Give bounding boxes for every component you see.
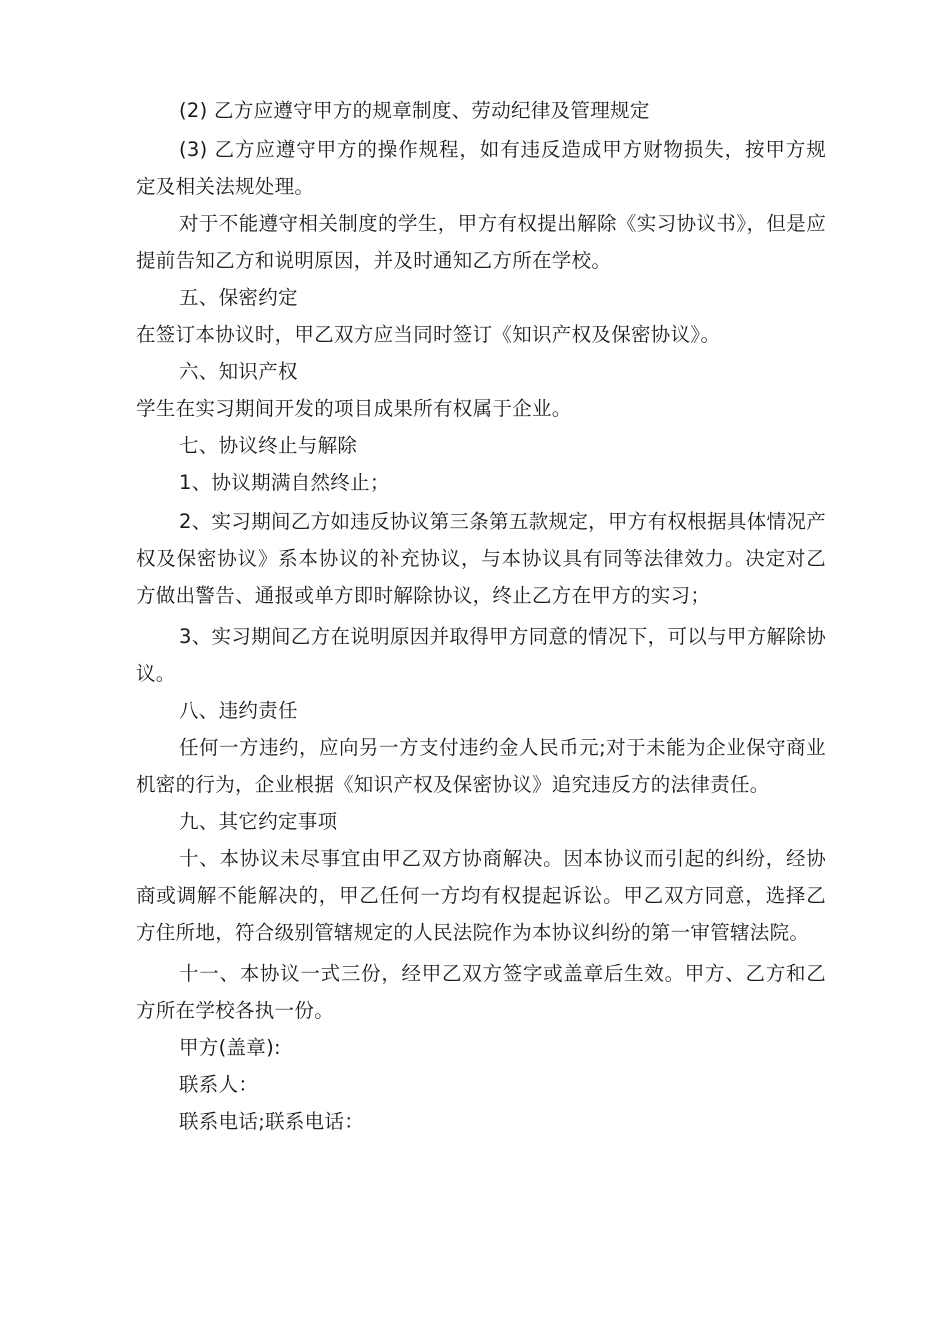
confidentiality-paragraph: 在签订本协议时，甲乙双方应当同时签订《知识产权及保密协议》。: [136, 323, 721, 346]
termination-item-3: 3、实习期间乙方在说明原因并取得甲方同意的情况下，可以与甲方解除协议。: [136, 625, 826, 685]
section-heading-termination: 七、协议终止与解除: [179, 434, 358, 457]
termination-item-2: 2、实习期间乙方如违反协议第三条第五款规定，甲方有权根据具体情况产权及保密协议》系本协议的补充协议，与本协议具有同等法律效力。决定对乙方做出警告、通报或单方即时解除协议，终止乙方在甲方的实习；: [136, 510, 826, 607]
contact-phone-line: 联系电话;联系电话：: [179, 1110, 365, 1133]
copies-paragraph: 十一、本协议一式三份，经甲乙双方签字或盖章后生效。甲方、乙方和乙方所在学校各执一份。: [136, 962, 826, 1022]
party-a-seal-line: 甲方(盖章):: [179, 1036, 281, 1059]
dispute-paragraph: 十、本协议未尽事宜由甲乙双方协商解决。因本协议而引起的纠纷，经协商或调解不能解决的，甲乙任何一方均有权提起诉讼。甲乙双方同意，选择乙方住所地，符合级别管辖规定的人民法院作为本协议纠纷的第一审管辖法院。: [136, 847, 826, 944]
clause-2-rules: (2) 乙方应遵守甲方的规章制度、劳动纪律及管理规定: [179, 99, 650, 122]
termination-item-1: 1、协议期满自然终止；: [179, 471, 390, 494]
section-heading-liability: 八、违约责任: [179, 699, 298, 722]
termination-right-paragraph: 对于不能遵守相关制度的学生，甲方有权提出解除《实习协议书》，但是应提前告知乙方和说明原因，并及时通知乙方所在学校。: [136, 212, 826, 272]
contact-person-line: 联系人：: [179, 1073, 259, 1096]
liability-paragraph: 任何一方违约，应向另一方支付违约金人民币元;对于未能为企业保守商业机密的行为，企业根据《知识产权及保密协议》追究违反方的法律责任。: [136, 736, 826, 796]
section-heading-confidentiality: 五、保密约定: [179, 286, 298, 309]
clause-3-operation: (3) 乙方应遵守甲方的操作规程，如有违反造成甲方财物损失，按甲方规定及相关法规处理。: [136, 138, 826, 198]
ip-paragraph: 学生在实习期间开发的项目成果所有权属于企业。: [136, 397, 572, 420]
section-heading-other: 九、其它约定事项: [179, 810, 338, 833]
document-body: [136, 92, 826, 1140]
section-heading-ip: 六、知识产权: [179, 360, 298, 383]
